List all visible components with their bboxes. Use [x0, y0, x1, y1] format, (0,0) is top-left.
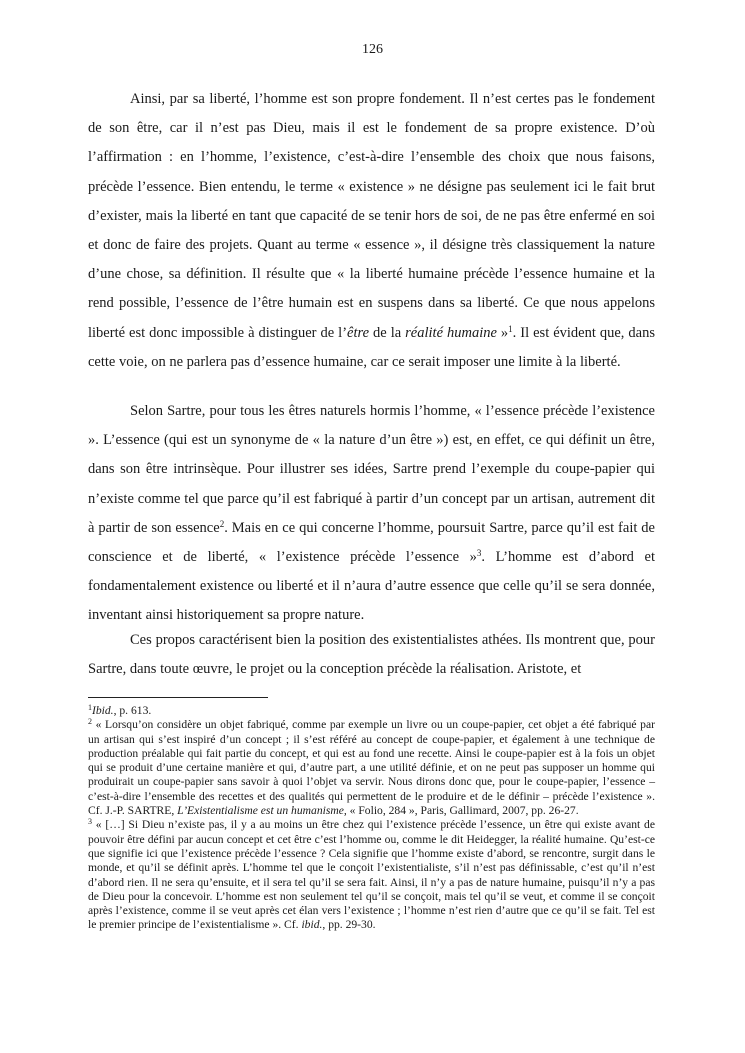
text-run: , p. 613. — [113, 704, 152, 717]
text-run: . L’homme est d’abord et fondamentalement existence ou liberté et il n’aura d’autre essence que celle qu’il se sera donnée, inventant ainsi historiquement sa propre nature. — [88, 549, 656, 624]
text-run: « Folio, 284 », Paris, Gallimard, 2007, pp. 26-27. — [346, 804, 579, 818]
footnote-3 — [88, 818, 655, 932]
text-run: de la — [369, 324, 406, 341]
text-run: Ainsi, par sa liberté, l’homme est son propre fondement. Il n’est certes pas le fondement de son être, car il n’est pas Dieu, mais il est le fondement de sa propre existence. D’où l’affirmation : en l’homme, l’existence, c’est-à-dire l’ensemble des choix que nous faisons, précède l’essence. Bien entendu, le terme « existence » ne désigne pas seulement ici le fait brut d’exister, mais la liberté en tant que capacité de se tenir hors de soi, de ne pas être enfermé en soi et donc de faire des projets. Quant au terme « essence », il désigne très classiquement la nature d’une chose, sa définition. Il résulte que « la liberté humaine précède l’essence humaine et la rend possible, l’essence de l’être humain est en suspens dans sa liberté. Ce que nous appelons liberté est donc impossible à distinguer de l’ — [88, 91, 655, 341]
footnote-reference: 2 — [219, 518, 225, 529]
footnote-number: 2 — [88, 717, 92, 727]
text-run: « Lorsqu’on considère un objet fabriqué, comme par exemple un livre ou un coupe-papier, cet objet a été fabriqué par un artisan qui s’est inspiré d’un concept ; il s’est référé au concept de coupe-papier, et également à une technique de production préalable qui fait partie du concept, et qui est au fond une recette. Ainsi le coupe-papier est à la fois un objet qui se produit d’une certaine manière et qui, d’autre part, a une utilité définie, et on ne peut pas supposer un homme qui produirait un coupe-papier sans savoir à quoi l’objet va servir. Nous dirons donc que, pour le coupe-papier, l’essence – c’est-à-dire l’ensemble des recettes et des qualités qui permettent de le produire et de le définir – précède l’existence ». Cf. J.-P. SARTRE, — [88, 718, 655, 818]
footnotes — [88, 704, 655, 933]
footnote-reference: 3 — [476, 548, 482, 559]
paragraph-3 — [88, 626, 655, 684]
page-number: 126 — [362, 42, 383, 57]
text-run: L’Existentialisme est un humanisme, — [177, 804, 347, 818]
text-run: . Il est évident que, dans cette voie, on ne parlera pas d’essence humaine, car ce serait imposer une limite à la liberté. — [88, 324, 655, 370]
footnote-1 — [88, 704, 655, 718]
text-run: . Mais en ce qui concerne l’homme, poursuit Sartre, parce qu’il est fait de conscience et de liberté, « l’existence précède l’essence » — [88, 519, 655, 566]
text-run: ibid. — [301, 918, 323, 932]
footnote-2 — [88, 718, 655, 818]
footnote-number: 3 — [88, 817, 92, 827]
text-run: être — [347, 324, 370, 341]
footnote-reference: 1 — [508, 323, 513, 334]
text-run: « […] Si Dieu n’existe pas, il y a au moins un être chez qui l’existence précède l’essence, un être qui existe avant de pouvoir être défini par aucun concept et cet être c’est l’homme ou, comme le dit Heidegger, la réalité humaine. Qu’est-ce que signifie ici que l’existence précède l’essence ? Cela signifie que l’homme existe d’abord, se rencontre, surgit dans le monde, et qu’il se définit après. L’homme tel que le conçoit l’existentialiste, s’il n’est pas définissable, c’est qu’il n’est d’abord rien. Il ne sera qu’ensuite, et il sera tel qu’il se sera fait. Ainsi, il n’y a pas de nature humaine, puisqu’il n’y a pas de Dieu pour la concevoir. L’homme est non seulement tel qu’il se conçoit, mais tel qu’il se veut, et comme il se conçoit après l’existence, comme il se veut après cet élan vers l’existence ; l’homme n’est rien d’autre que ce qu’il se fait. Tel est le premier principe de l’existentialisme ». Cf. — [88, 818, 655, 932]
footnote-separator — [88, 697, 268, 698]
text-run: , pp. 29-30. — [322, 918, 376, 932]
text-run: Ibid. — [92, 704, 114, 717]
text-run: » — [496, 324, 509, 341]
paragraph-2 — [88, 397, 655, 631]
paragraph-1 — [88, 85, 655, 377]
footnote-number: 1 — [88, 703, 92, 712]
text-run: réalité humaine — [405, 324, 497, 341]
text-run: Selon Sartre, pour tous les êtres naturels hormis l’homme, « l’essence précède l’existence ». L’essence (qui est un synonyme de « la nature d’un être ») est, en effet, ce qui définit un être, dans son être intrinsèque. Pour illustrer ses idées, Sartre prend l’exemple du coupe-papier qui n’existe comme tel que parce qu’il est fabriqué à partir d’un concept par un artisan, autrement dit à partir de son essence — [88, 403, 655, 536]
text-run: Ces propos caractérisent bien la position des existentialistes athées. Ils montrent que, pour Sartre, dans toute œuvre, le projet ou la conception précède la réalisation. Aristote, et — [88, 632, 655, 678]
